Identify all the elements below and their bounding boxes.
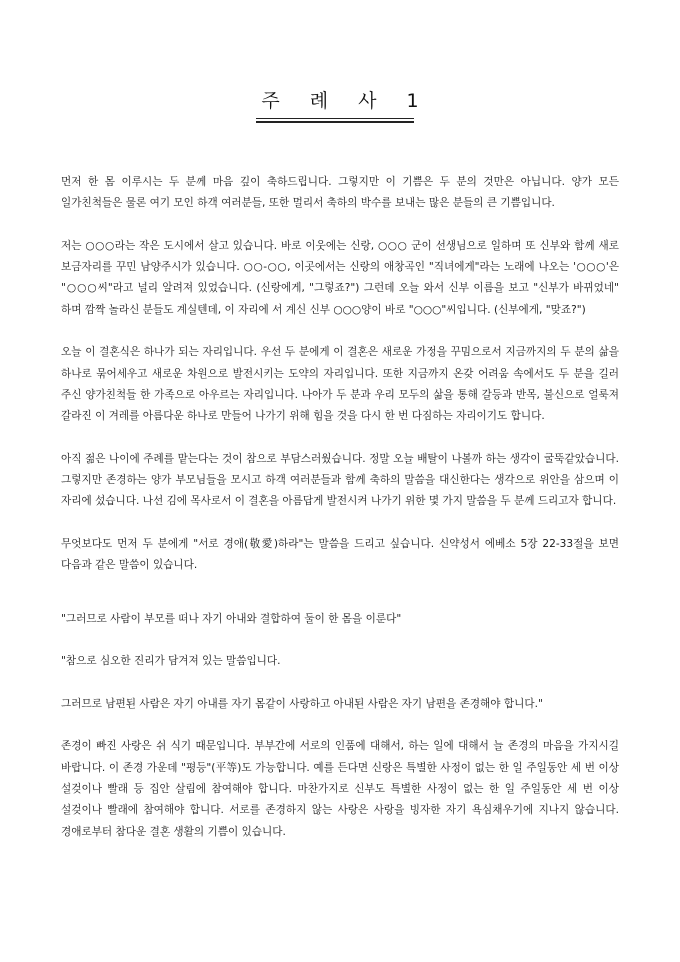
paragraph-congratulations: 먼저 한 몸 이루시는 두 분께 마음 깊이 축하드립니다. 그렇지만 이 기쁨은 두 분의 것만은 아닙니다. 양가 모든 일가친척들은 물론 여기 모인 하객 여러분들, 또한 멀리서 축하의 박수를 보내는 많은 분들의 큰 기쁨입니다. bbox=[61, 176, 619, 210]
document-body bbox=[61, 172, 619, 864]
paragraph-scripture-quote: "그러므로 사람이 부모를 떠나 자기 아내와 결합하여 둘이 한 몸을 이룬다" bbox=[61, 612, 402, 625]
page-title: 주 례 사 1 bbox=[261, 90, 431, 112]
paragraph-husband-wife: 그러므로 남편된 사람은 자기 아내를 자기 몸같이 사랑하고 아내된 사람은 자기 남편을 존경해야 합니다." bbox=[61, 697, 543, 710]
paragraph-mutual-respect: 무엇보다도 먼저 두 분에게 "서로 경애(敬愛)하라"는 말씀을 드리고 싶습니다. 신약성서 에베소 5장 22-33절을 보면 다음과 같은 말씀이 있습니다. bbox=[61, 538, 619, 572]
paragraph-introduction: 저는 ○○○라는 작은 도시에서 살고 있습니다. 바로 이웃에는 신랑, ○○○ 군이 선생님으로 일하며 또 신부와 함께 새로 보금자리를 꾸민 남양주시가 있습니다. ○○-○○, 이곳에서는 신랑의 애창곡인 "직녀에게"라는 노래에 나오는 '○○○'은 "○○○씨"라고 널리 알려져 있었습니다. (신랑에게, "그렇죠?") 그런데 오늘 와서 신부 이름을 보고 "신부가 바뀌었네" 하며 깜짝 놀라신 분들도 계실텐데, 이 자리에 서 계신 신부 ○○○양이 바로 "○○○"씨입니다. (신부에게, "맞죠?") bbox=[61, 239, 619, 316]
paragraph-officiant-burden: 아직 젊은 나이에 주례를 맡는다는 것이 참으로 부담스러웠습니다. 정말 오늘 배탈이 나볼까 하는 생각이 굴뚝같았습니다. 그렇지만 존경하는 양가 부모님들을 모시고 하객 여러분들과 함께 축하의 말씀을 대신한다는 생각으로 위안을 삼으며 이 자리에 섰습니다. 나선 김에 목사로서 이 결혼을 아름답게 발전시켜 나가기 위한 몇 가지 말씀을 두 분께 드리고자 합니다. bbox=[61, 452, 619, 508]
paragraph-respect-and-love: 존경이 빠진 사랑은 쉬 식기 때문입니다. 부부간에 서로의 인품에 대해서, 하는 일에 대해서 늘 존경의 마음을 가지시길 바랍니다. 이 존경 가운데 "평등"(平等)도 가능합니다. 예를 든다면 신랑은 특별한 사정이 없는 한 일 주일동안 세 번 이상 설겆이나 빨래 등 집안 살림에 참여해야 합니다. 마찬가지로 신부도 특별한 사정이 없는 한 일 주일동안 세 번 이상 설겆이나 빨래에 참여해야 합니다. 서로를 존경하지 않는 사랑은 사랑을 빙자한 자기 욕심채우기에 지나지 않습니다. 경애로부터 참다운 결혼 생활의 기쁨이 있습니다. bbox=[61, 740, 619, 838]
title-underline-thin bbox=[256, 118, 414, 119]
title-block bbox=[0, 89, 680, 113]
title-underline-thick bbox=[256, 121, 414, 123]
paragraph-becoming-one: 오늘 이 결혼식은 하나가 되는 자리입니다. 우선 두 분에게 이 결혼은 새로운 가정을 꾸밈으로서 지금까지의 두 분의 삶을 하나로 묶어세우고 새로운 차원으로 발전시키는 도약의 자리입니다. 또한 지금까지 온갖 어려움 속에서도 두 분을 길러 주신 양가친척들 한 가족으로 아우르는 자리입니다. 나아가 두 분과 우리 모두의 삶을 통해 갈등과 반목, 불신으로 얼룩져 갈라진 이 겨레를 아름다운 하나로 만들어 나가기 위해 힘을 것을 다시 한 번 다짐하는 자리이기도 합니다. bbox=[61, 346, 619, 423]
paragraph-deep-truth: "참으로 심오한 진리가 담겨져 있는 말씀입니다. bbox=[61, 655, 281, 668]
